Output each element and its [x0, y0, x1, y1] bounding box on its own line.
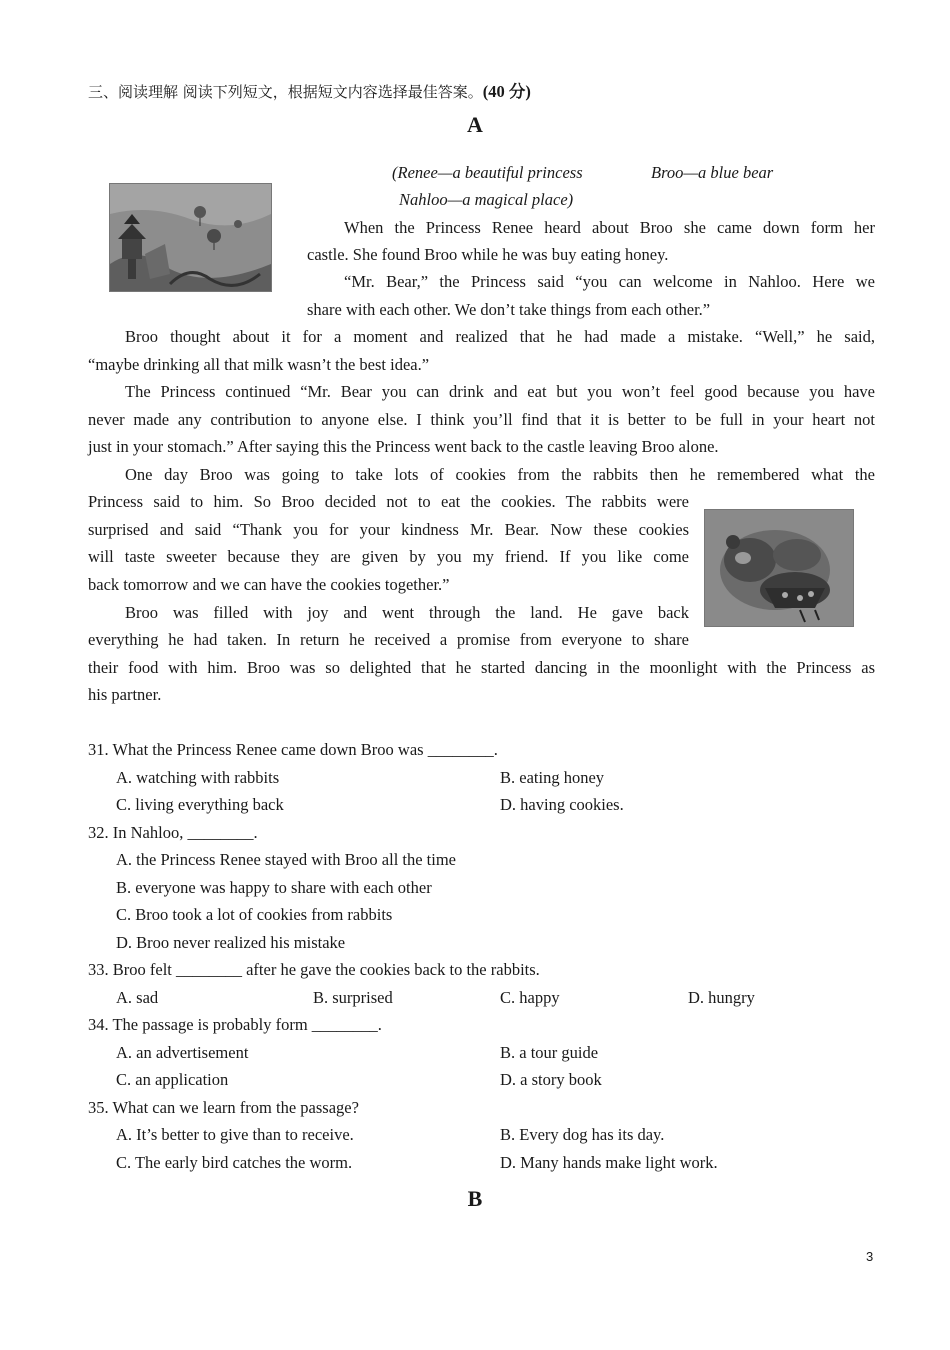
passage-line: everything he had taken. In return he received a promise from everyone to share	[88, 630, 689, 649]
option-35-c[interactable]: C. The early bird catches the worm.	[116, 1153, 353, 1172]
option-32-c[interactable]: C. Broo took a lot of cookies from rabbits	[116, 905, 393, 924]
passage-a-heading: A	[467, 112, 483, 137]
passage-line: Broo was filled with joy and went through the land. He gave back	[125, 603, 689, 622]
passage-b-heading: B	[467, 1186, 483, 1211]
option-35-a[interactable]: A. It’s better to give than to receive.	[116, 1125, 354, 1144]
passage-line: their food with him. Broo was so delighted that he started dancing in the moonlight with the Princess as	[88, 658, 875, 677]
question-31: 31. What the Princess Renee came down Broo was ________.	[88, 740, 498, 759]
option-33-a[interactable]: A. sad	[116, 988, 159, 1007]
passage-line: “Mr. Bear,” the Princess said “you can welcome in Nahloo. Here we	[344, 272, 875, 291]
passage-line: never made any contribution to anyone else. I think you’ll find that it is better to be full in your heart not	[88, 410, 875, 429]
section-points: (40 分)	[482, 82, 531, 101]
passage-line: will taste sweeter because they are given by you my friend. If you like come	[88, 547, 689, 566]
bear-cookies-image	[705, 510, 853, 626]
question-35: 35. What can we learn from the passage?	[88, 1098, 359, 1117]
option-34-c[interactable]: C. an application	[116, 1070, 229, 1089]
option-31-a[interactable]: A. watching with rabbits	[116, 768, 280, 787]
passage-line: The Princess continued “Mr. Bear you can drink and eat but you won’t feel good because you have	[125, 382, 875, 401]
section-header	[88, 78, 531, 102]
question-33: 33. Broo felt ________ after he gave the cookies back to the rabbits.	[88, 960, 540, 979]
option-34-d[interactable]: D. a story book	[500, 1070, 602, 1089]
passage-line: One day Broo was going to take lots of cookies from the rabbits then he remembered what the	[125, 465, 875, 484]
passage-line: back tomorrow and we can have the cookies together.”	[88, 575, 450, 594]
castle-balloons-image	[110, 184, 271, 291]
option-35-d[interactable]: D. Many hands make light work.	[500, 1153, 718, 1172]
question-32: 32. In Nahloo, ________.	[88, 823, 258, 842]
bear-cookies-illustration	[704, 509, 854, 627]
passage-line: Princess said to him. So Broo decided not to eat the cookies. The rabbits were	[88, 492, 689, 511]
section-title: 三、阅读理解 阅读下列短文，根据短文内容选择最佳答案。	[88, 83, 483, 101]
passage-line: his partner.	[88, 685, 162, 704]
option-35-b[interactable]: B. Every dog has its day.	[500, 1125, 665, 1144]
option-31-b[interactable]: B. eating honey	[500, 768, 605, 787]
option-32-b[interactable]: B. everyone was happy to share with each other	[116, 878, 432, 897]
passage-line: “maybe drinking all that milk wasn’t the best idea.”	[88, 355, 430, 374]
option-34-b[interactable]: B. a tour guide	[500, 1043, 599, 1062]
option-32-d[interactable]: D. Broo never realized his mistake	[116, 933, 346, 952]
option-33-d[interactable]: D. hungry	[688, 988, 755, 1007]
option-31-d[interactable]: D. having cookies.	[500, 795, 624, 814]
note-renee: (Renee—a beautiful princess	[392, 163, 583, 182]
option-32-a[interactable]: A. the Princess Renee stayed with Broo all the time	[116, 850, 457, 869]
option-34-a[interactable]: A. an advertisement	[116, 1043, 249, 1062]
passage-line: share with each other. We don’t take things from each other.”	[307, 300, 711, 319]
option-33-c[interactable]: C. happy	[500, 988, 560, 1007]
option-31-c[interactable]: C. living everything back	[116, 795, 284, 814]
passage-line: castle. She found Broo while he was buy eating honey.	[307, 245, 669, 264]
passage-line: When the Princess Renee heard about Broo she came down form her	[344, 218, 875, 237]
note-nahloo: Nahloo—a magical place)	[399, 190, 574, 209]
passage-line: Broo thought about it for a moment and realized that he had made a mistake. “Well,” he said,	[125, 327, 875, 346]
option-33-b[interactable]: B. surprised	[313, 988, 393, 1007]
passage-line: surprised and said “Thank you for your kindness Mr. Bear. Now these cookies	[88, 520, 689, 539]
castle-illustration	[109, 183, 272, 292]
passage-line: just in your stomach.” After saying this the Princess went back to the castle leaving Broo alone.	[88, 437, 719, 456]
note-broo: Broo—a blue bear	[651, 163, 774, 182]
question-34: 34. The passage is probably form ________.	[88, 1015, 382, 1034]
page-number: 3	[866, 1249, 874, 1264]
